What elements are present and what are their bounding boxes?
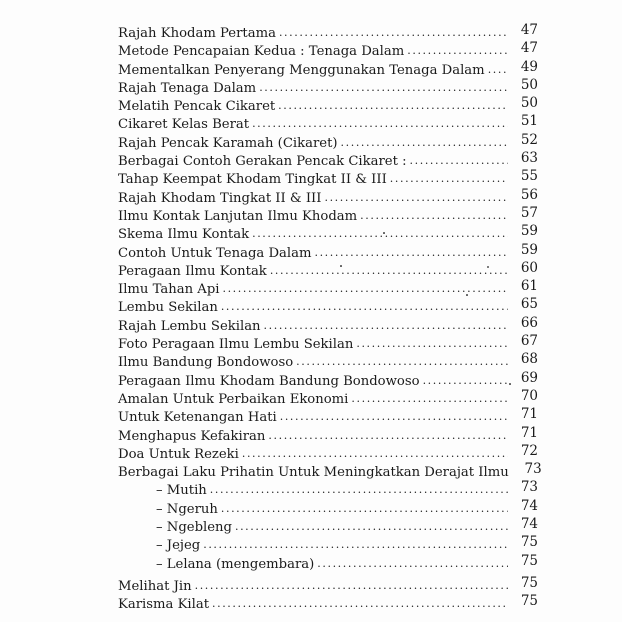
toc-entry <box>118 536 538 554</box>
toc-page-number: 55 <box>520 168 538 185</box>
toc-page-number: 59 <box>520 223 538 240</box>
dot-leader <box>324 189 508 207</box>
dot-leader <box>259 79 508 97</box>
dot-leader <box>264 317 508 335</box>
toc-entry <box>118 314 538 335</box>
toc-entry <box>118 259 538 280</box>
toc-page-number: 69 <box>520 369 538 386</box>
print-speck <box>466 294 468 296</box>
toc-entry-title: Melihat Jin <box>118 578 192 594</box>
toc-page-number: 75 <box>520 593 538 610</box>
toc-entry <box>118 58 538 79</box>
toc-entry-title: Ilmu Bandung Bondowoso <box>118 355 294 371</box>
toc-entry <box>118 298 538 316</box>
print-speck <box>509 383 511 385</box>
toc-entry <box>118 387 538 408</box>
toc-page-number: 66 <box>520 314 538 331</box>
toc-entry <box>118 353 538 371</box>
dot-leader <box>356 335 508 353</box>
toc-entry <box>118 186 538 207</box>
toc-page-number: 73 <box>524 461 542 478</box>
toc-page-number: 49 <box>520 58 538 75</box>
toc-page-number: 61 <box>520 278 538 295</box>
toc-page-number: 51 <box>520 113 538 130</box>
table-of-contents <box>118 22 542 614</box>
toc-entry-title: Karisma Kilat <box>118 597 210 613</box>
toc-entry-title: Menghapus Kefakiran <box>118 428 266 444</box>
dot-leader <box>242 445 508 463</box>
toc-entry-title: Rajah Pencak Karamah (Cikaret) <box>118 135 338 151</box>
toc-entry-title: Berbagai Contoh Gerakan Pencak Cikaret : <box>118 154 407 170</box>
dot-leader <box>210 481 508 499</box>
toc-page-number: 71 <box>520 424 538 441</box>
toc-entry-title: – Lelana (mengembara) <box>156 556 315 572</box>
toc-entry <box>118 225 538 243</box>
toc-entry <box>118 424 538 445</box>
toc-page-number: 56 <box>520 186 538 203</box>
print-speck <box>340 265 342 267</box>
toc-page-number: 57 <box>520 204 538 221</box>
toc-entry-title: Amalan Untuk Perbaikan Ekonomi <box>118 391 349 407</box>
dot-leader <box>221 298 508 316</box>
toc-page-number: 71 <box>520 406 538 423</box>
toc-entry <box>118 461 542 481</box>
toc-entry-title: Contoh Untuk Tenaga Dalam <box>118 245 312 261</box>
dot-leader <box>317 555 508 573</box>
toc-entry <box>118 204 538 225</box>
toc-entry <box>118 335 538 353</box>
toc-entry <box>118 595 538 613</box>
toc-entry-title: Foto Peragaan Ilmu Lembu Sekilan <box>118 337 354 353</box>
toc-entry-title: Lembu Sekilan <box>118 300 218 316</box>
toc-entry-title: Rajah Khodam Pertama <box>118 26 276 41</box>
toc-entry-title: Tahap Keempat Khodam Tingkat II & III <box>118 172 387 188</box>
toc-entry <box>118 152 538 170</box>
toc-entry-title: Melatih Pencak Cikaret <box>118 99 276 115</box>
dot-leader <box>360 207 508 225</box>
toc-entry <box>118 115 538 133</box>
dot-leader <box>212 595 508 613</box>
toc-entry <box>118 42 538 60</box>
toc-page-number: 52 <box>520 131 538 148</box>
toc-page-number: 67 <box>520 333 538 350</box>
print-speck <box>383 232 385 234</box>
toc-entry <box>118 369 538 390</box>
toc-entry-title: Ilmu Tahan Api <box>118 282 220 298</box>
toc-page-number: 60 <box>520 259 538 276</box>
toc-entry <box>118 76 538 97</box>
dot-leader <box>279 24 508 42</box>
dot-leader <box>488 61 508 79</box>
dot-leader <box>296 353 508 371</box>
toc-entry-title: Peragaan Ilmu Kontak <box>118 263 267 279</box>
toc-entry <box>118 280 538 298</box>
toc-entry-title: – Mutih <box>156 483 207 499</box>
dot-leader <box>423 372 508 390</box>
dot-leader <box>203 536 508 554</box>
toc-entry-title: Metode Pencapaian Kedua : Tenaga Dalam <box>118 44 405 60</box>
toc-page-number: 74 <box>520 516 538 533</box>
toc-page-number: 50 <box>520 95 538 112</box>
toc-entry <box>118 241 538 262</box>
dot-leader <box>195 577 508 595</box>
toc-page-number: 47 <box>520 40 538 57</box>
dot-leader <box>235 518 508 536</box>
toc-entry-title: Skema Ilmu Kontak <box>118 227 250 243</box>
toc-page-number: 47 <box>520 22 538 38</box>
dot-leader <box>268 427 508 445</box>
dot-leader <box>390 170 508 188</box>
toc-entry-title: Cikaret Kelas Berat <box>118 117 250 133</box>
toc-entry-title: Rajah Khodam Tingkat II & III <box>118 190 322 206</box>
dot-leader <box>314 244 508 262</box>
toc-entry-title: – Ngeruh <box>156 501 218 517</box>
toc-page-number: 75 <box>520 534 538 551</box>
toc-entry <box>118 442 538 463</box>
toc-entry <box>118 170 538 188</box>
toc-page-number: 75 <box>520 574 538 591</box>
toc-entry <box>118 574 538 595</box>
dot-leader <box>410 152 508 170</box>
dot-leader <box>252 115 508 133</box>
toc-entry <box>118 552 538 573</box>
toc-page-number: 74 <box>520 497 538 514</box>
dot-leader <box>252 225 508 243</box>
toc-entry-title: Untuk Ketenangan Hati <box>118 410 277 426</box>
toc-entry <box>118 481 538 499</box>
dot-leader <box>407 42 508 60</box>
dot-leader <box>221 500 508 518</box>
toc-entry-title: Berbagai Laku Prihatin Untuk Meningkatkan Derajat Ilmu <box>118 465 509 481</box>
toc-page-number: 75 <box>520 552 538 569</box>
dot-leader <box>278 97 508 115</box>
dot-leader <box>280 408 508 426</box>
toc-entry-title: Peragaan Ilmu Khodam Bandung Bondowoso <box>118 373 420 389</box>
toc-entry <box>118 518 538 536</box>
toc-entry <box>118 24 538 42</box>
toc-entry-title: Mementalkan Penyerang Menggunakan Tenaga Dalam <box>118 62 485 78</box>
print-speck <box>487 266 489 268</box>
toc-entry-title: – Jejeg <box>156 538 201 554</box>
dot-leader <box>270 262 508 280</box>
toc-page-number: 65 <box>520 296 538 313</box>
toc-entry-title: Doa Untuk Rezeki <box>118 446 239 462</box>
dot-leader <box>341 134 508 152</box>
toc-page-number: 73 <box>520 479 538 496</box>
toc-page-number: 50 <box>520 76 538 93</box>
toc-entry-title: Ilmu Kontak Lanjutan Ilmu Khodam <box>118 208 358 224</box>
toc-entry-title: Rajah Tenaga Dalam <box>118 80 257 96</box>
dot-leader <box>222 280 508 298</box>
toc-entry <box>118 97 538 115</box>
toc-page-number: 59 <box>520 241 538 258</box>
toc-entry <box>118 131 538 152</box>
toc-page-number: 63 <box>520 150 538 167</box>
toc-entry-title: Rajah Lembu Sekilan <box>118 318 261 334</box>
toc-entry-title: – Ngebleng <box>156 520 232 536</box>
toc-page-number: 72 <box>520 442 538 459</box>
toc-page-number: 70 <box>520 387 538 404</box>
toc-entry <box>118 408 538 426</box>
toc-entry <box>118 497 538 518</box>
dot-leader <box>351 390 508 408</box>
toc-page-number: 68 <box>520 351 538 368</box>
